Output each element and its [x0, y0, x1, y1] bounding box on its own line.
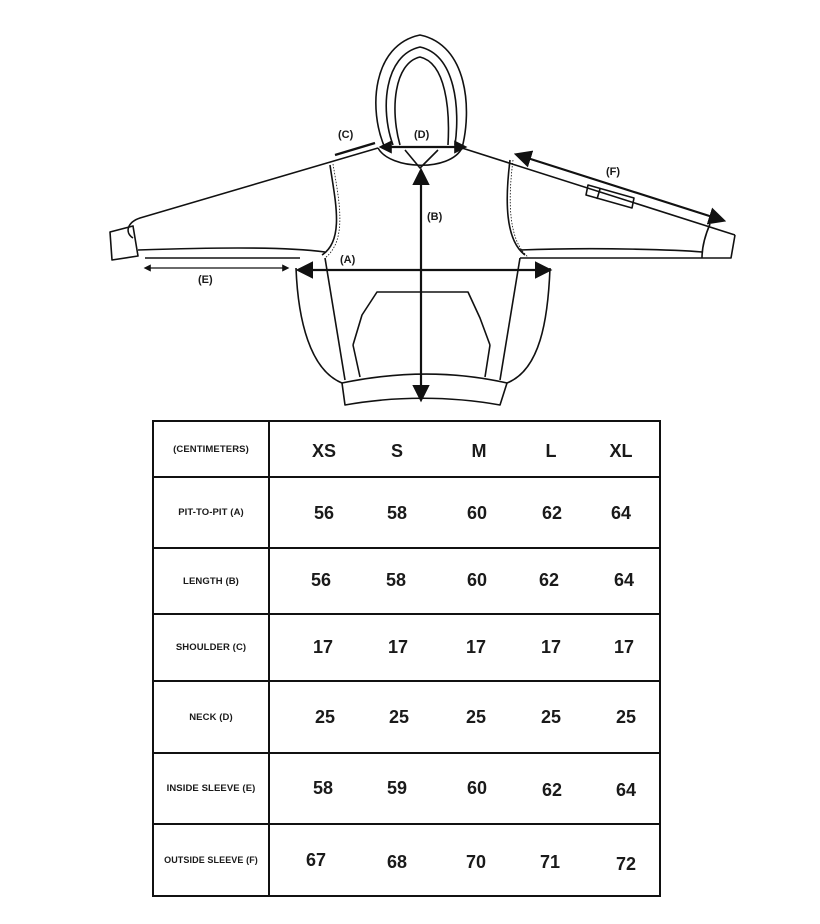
label-pit-to-pit-a: (A): [340, 254, 356, 266]
unit-header: (CENTIMETERS): [153, 421, 269, 477]
value-cell: 64: [615, 780, 637, 800]
value-cell: 70: [465, 852, 487, 872]
value-cell: 59: [386, 778, 408, 798]
value-cell: 60: [466, 503, 488, 523]
label-outside-sleeve-f: (F): [606, 166, 621, 178]
table-row: [153, 614, 660, 681]
value-cell: 58: [385, 570, 407, 590]
table-row: [153, 753, 660, 824]
value-cell: 58: [386, 503, 408, 523]
value-cell: 71: [539, 852, 561, 872]
label-neck-d: (D): [414, 129, 430, 141]
value-cell: 58: [312, 778, 334, 798]
row-label: INSIDE SLEEVE (E): [153, 753, 269, 824]
table-row: [153, 681, 660, 753]
value-cell: 64: [610, 503, 632, 523]
row-label: LENGTH (B): [153, 548, 269, 614]
table-row: [153, 477, 660, 548]
value-cell: 56: [313, 503, 335, 523]
value-cell: 62: [538, 570, 560, 590]
table-header-row: [153, 421, 660, 477]
value-cell: 68: [386, 852, 408, 872]
value-cell: 25: [615, 707, 637, 727]
value-cell: 60: [466, 570, 488, 590]
value-cell: 25: [540, 707, 562, 727]
label-shoulder-c: (C): [338, 129, 354, 141]
size-header-xs: XS: [311, 441, 337, 461]
hoodie-diagram: [0, 0, 820, 412]
value-cell: 56: [310, 570, 332, 590]
row-label: OUTSIDE SLEEVE (F): [153, 824, 269, 896]
table-row: [153, 548, 660, 614]
value-cell: 17: [387, 637, 409, 657]
size-header-l: L: [545, 441, 557, 461]
size-header-s: S: [390, 441, 404, 461]
value-cell: 17: [540, 637, 562, 657]
label-inside-sleeve-e: (E): [198, 274, 213, 286]
value-cell: 25: [388, 707, 410, 727]
size-header-xl: XL: [609, 441, 633, 461]
value-cell: 25: [314, 707, 336, 727]
value-cell: 17: [312, 637, 334, 657]
value-cell: 64: [613, 570, 635, 590]
row-label: PIT-TO-PIT (A): [153, 477, 269, 548]
value-cell: 17: [613, 637, 635, 657]
value-cell: 25: [465, 707, 487, 727]
row-label: NECK (D): [153, 681, 269, 753]
value-cell: 62: [541, 780, 563, 800]
value-cell: 60: [466, 778, 488, 798]
value-cell: 67: [305, 850, 327, 870]
value-cell: 72: [615, 854, 637, 874]
size-header-m: M: [471, 441, 487, 461]
hoodie-outline-icon: [0, 0, 820, 412]
value-cell: 17: [465, 637, 487, 657]
value-cell: 62: [541, 503, 563, 523]
row-label: SHOULDER (C): [153, 614, 269, 681]
table-row: [153, 824, 660, 896]
size-chart-table: [152, 420, 661, 897]
label-length-b: (B): [427, 211, 443, 223]
